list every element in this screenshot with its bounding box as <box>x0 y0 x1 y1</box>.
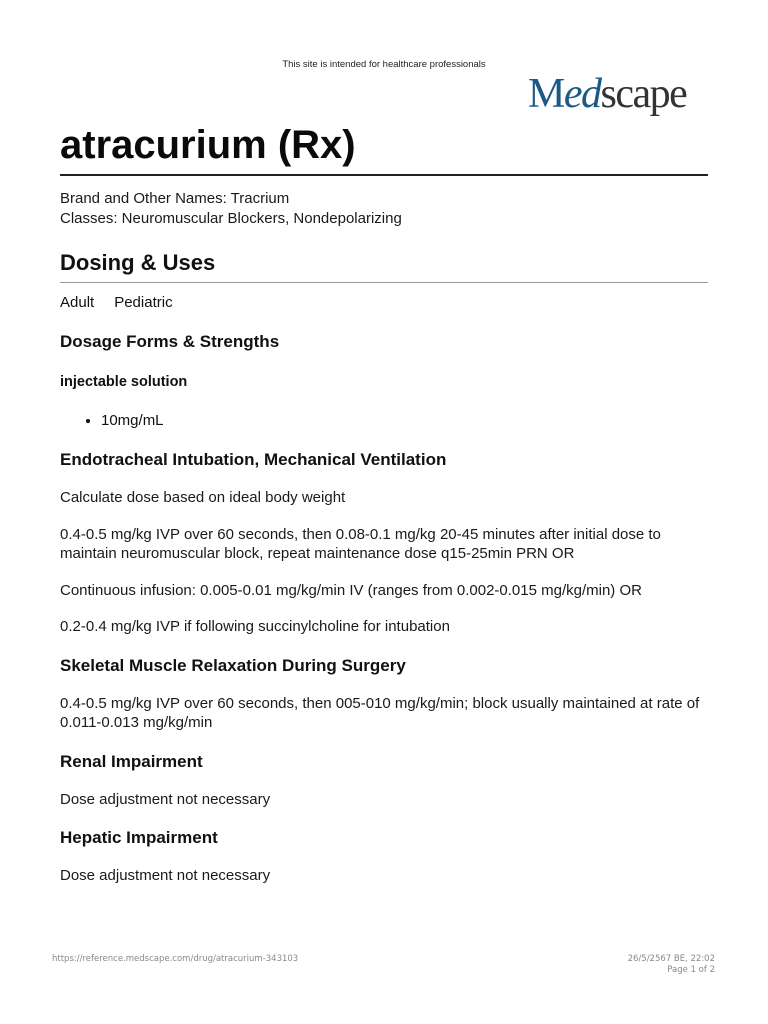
intubation-paragraph: 0.2-0.4 mg/kg IVP if following succinylcholine for intubation <box>60 618 450 635</box>
brand-names: Brand and Other Names: Tracrium <box>60 190 290 207</box>
tab-adult[interactable]: Adult <box>60 294 95 311</box>
footer-url[interactable]: https://reference.medscape.com/drug/atracurium-343103 <box>52 954 299 964</box>
surgery-paragraph: 0.4-0.5 mg/kg IVP over 60 seconds, then 005-010 mg/kg/min; block usually maintained at rate of 0.011-0.013 mg/kg/min <box>60 694 700 731</box>
section-dosing-uses: Dosing & Uses <box>60 248 708 283</box>
heading-hepatic-impairment: Hepatic Impairment <box>60 828 218 847</box>
tab-pediatric[interactable]: Pediatric <box>114 294 173 311</box>
strength-list <box>60 411 708 431</box>
drug-classes: Classes: Neuromuscular Blockers, Nondepolarizing <box>60 210 402 227</box>
renal-text: Dose adjustment not necessary <box>60 790 271 808</box>
intubation-paragraph: Continuous infusion: 0.005-0.01 mg/kg/min IV (ranges from 0.002-0.015 mg/kg/min) OR <box>60 581 642 599</box>
drug-monograph <box>60 118 708 886</box>
logo-scape: scape <box>600 71 687 117</box>
heading-dosage-forms: Dosage Forms & Strengths <box>60 332 280 351</box>
hepatic-text: Dose adjustment not necessary <box>60 867 271 884</box>
population-tabs <box>60 293 708 313</box>
footer-meta <box>628 954 715 976</box>
strength-item: • 10mg/mL <box>101 411 708 431</box>
drug-meta <box>60 189 708 229</box>
footer-page-number: Page 1 of 2 <box>667 965 715 975</box>
healthcare-professionals-notice: This site is intended for healthcare professionals <box>282 59 486 70</box>
logo-med: Med <box>528 71 601 117</box>
medscape-logo[interactable] <box>528 68 686 120</box>
footer-datetime: 26/5/2567 BE, 22:02 <box>627 954 715 964</box>
heading-renal-impairment: Renal Impairment <box>60 751 203 771</box>
heading-surgery: Skeletal Muscle Relaxation During Surgery <box>60 655 406 675</box>
form-name: injectable solution <box>60 374 188 390</box>
heading-intubation: Endotracheal Intubation, Mechanical Ventilation <box>60 450 447 469</box>
intubation-paragraph: Calculate dose based on ideal body weight <box>60 489 346 506</box>
drug-title: atracurium (Rx) <box>60 118 708 176</box>
intubation-paragraph: 0.4-0.5 mg/kg IVP over 60 seconds, then 0.08-0.1 mg/kg 20-45 minutes after initial dose to maintain neuromuscular block, repeat maintenance dose q15-25min PRN OR <box>60 525 661 562</box>
